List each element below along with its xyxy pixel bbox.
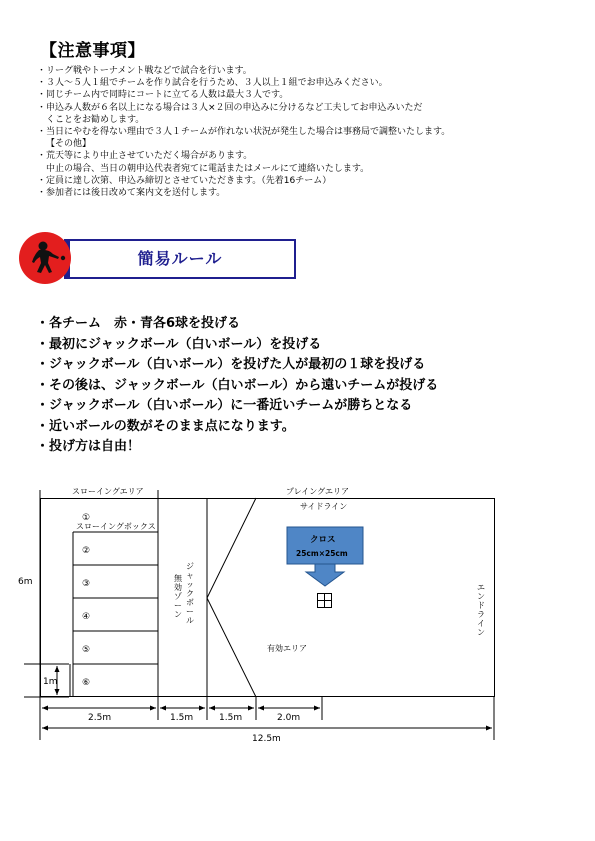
throwing-box-label: スローイングボックス bbox=[76, 522, 156, 531]
rules-banner-title: 簡易ルール bbox=[137, 249, 223, 268]
rule-item: ・ジャックボール（白いボール）を投げた人が最初の１球を投げる bbox=[36, 357, 426, 372]
box-number: ① bbox=[82, 513, 91, 523]
box-number: ⑥ bbox=[82, 678, 91, 688]
dim-jack-2: 1.5m bbox=[219, 713, 243, 723]
notice-list bbox=[37, 65, 557, 199]
jack-zone-char: ゾ bbox=[174, 592, 182, 601]
rules-list bbox=[36, 314, 438, 458]
endline-char: ド bbox=[477, 601, 485, 610]
box-number: ④ bbox=[82, 612, 91, 622]
notice-title: 【注意事項】 bbox=[40, 41, 145, 61]
box-number: ③ bbox=[82, 579, 91, 589]
jack-zone-char: ー bbox=[174, 601, 182, 610]
cross-label: クロス bbox=[310, 535, 336, 545]
cross-size: 25cm×25cm bbox=[296, 549, 348, 558]
jack-zone-char: ジ bbox=[186, 562, 194, 571]
endline-char: エ bbox=[477, 583, 485, 592]
notice-line: ・当日にやむを得ない理由で３人１チームが作れない状況が発生した場合は事務局で調整いたします。 bbox=[37, 127, 451, 138]
endline-char: イ bbox=[477, 619, 485, 628]
jack-zone-char: ク bbox=[186, 589, 194, 598]
rule-item: ・各チーム 赤・青各6球を投げる bbox=[36, 316, 241, 331]
throwing-area-label: スローイングエリア bbox=[72, 487, 144, 496]
dim-height: 6m bbox=[18, 577, 33, 587]
rule-item: ・近いボールの数がそのまま点になります。 bbox=[36, 418, 295, 434]
notice-line: ・リーグ戦やトーナメント戦などで試合を行います。 bbox=[37, 66, 252, 76]
jack-zone-char: ャ bbox=[186, 571, 194, 580]
rule-item: ・最初にジャックボール（白いボール）を投げる bbox=[36, 336, 322, 352]
jack-zone-char: 効 bbox=[174, 583, 182, 592]
notice-line: ・申込み人数が６名以上になる場合は３人×２回の申込みに分けるなど工夫してお申込みいただ bbox=[37, 102, 423, 113]
jack-zone-char: ン bbox=[174, 610, 182, 619]
dim-throwing: 2.5m bbox=[88, 713, 112, 723]
jack-zone-char: ッ bbox=[186, 580, 194, 589]
endline-char: ラ bbox=[477, 610, 485, 619]
court-diagram bbox=[0, 480, 595, 750]
rule-item: ・ジャックボール（白いボール）に一番近いチームが勝ちとなる bbox=[36, 398, 413, 413]
cross-mark bbox=[318, 594, 332, 608]
notice-line: くことをお勧めします。 bbox=[46, 114, 145, 125]
playing-area-label: プレイングエリア bbox=[286, 487, 349, 496]
jack-zone-char: ー bbox=[186, 607, 194, 616]
rule-item: ・投げ方は自由！ bbox=[36, 439, 141, 454]
jack-zone-char: ル bbox=[186, 616, 194, 625]
box-number: ② bbox=[82, 546, 91, 556]
notice-line: ・同じチーム内で同時にコートに立てる人数は最大３人です。 bbox=[37, 90, 289, 101]
dim-valid: 2.0m bbox=[277, 713, 301, 723]
notice-subheading: 【その他】 bbox=[46, 139, 92, 150]
notice-line: ・荒天等により中止させていただく場合があります。 bbox=[37, 151, 253, 162]
endline-char: ン bbox=[477, 592, 485, 601]
box-number: ⑤ bbox=[82, 645, 91, 655]
sideline-label: サイドライン bbox=[300, 502, 348, 511]
notice-line: ・３人～５人１組でチームを作り試合を行うため、３人以上１組でお申込みください。 bbox=[37, 78, 388, 89]
endline-char: ン bbox=[477, 628, 485, 637]
player-throwing-icon bbox=[19, 232, 71, 284]
notice-line: 中止の場合、当日の朝申込代表者宛てに電話またはメールにて連絡いたします。 bbox=[46, 163, 370, 174]
dim-jack-1: 1.5m bbox=[170, 713, 194, 723]
valid-area-boundary bbox=[207, 498, 256, 697]
jack-zone-char: 無 bbox=[174, 574, 182, 583]
dim-total: 12.5m bbox=[252, 734, 281, 744]
cross-callout bbox=[287, 527, 363, 564]
rule-item: ・その後は、ジャックボール（白いボール）から遠いチームが投げる bbox=[36, 377, 439, 393]
notice-line: ・定員に達し次第、申込み締切とさせていただきます。（先着16チーム） bbox=[37, 175, 332, 186]
dim-box: 1m bbox=[43, 677, 58, 687]
jack-zone-char: ボ bbox=[186, 598, 194, 607]
cross-arrow bbox=[306, 564, 344, 586]
notice-line: ・参加者には後日改めて案内文を送付します。 bbox=[37, 188, 226, 199]
valid-area-label: 有効エリア bbox=[267, 644, 307, 653]
